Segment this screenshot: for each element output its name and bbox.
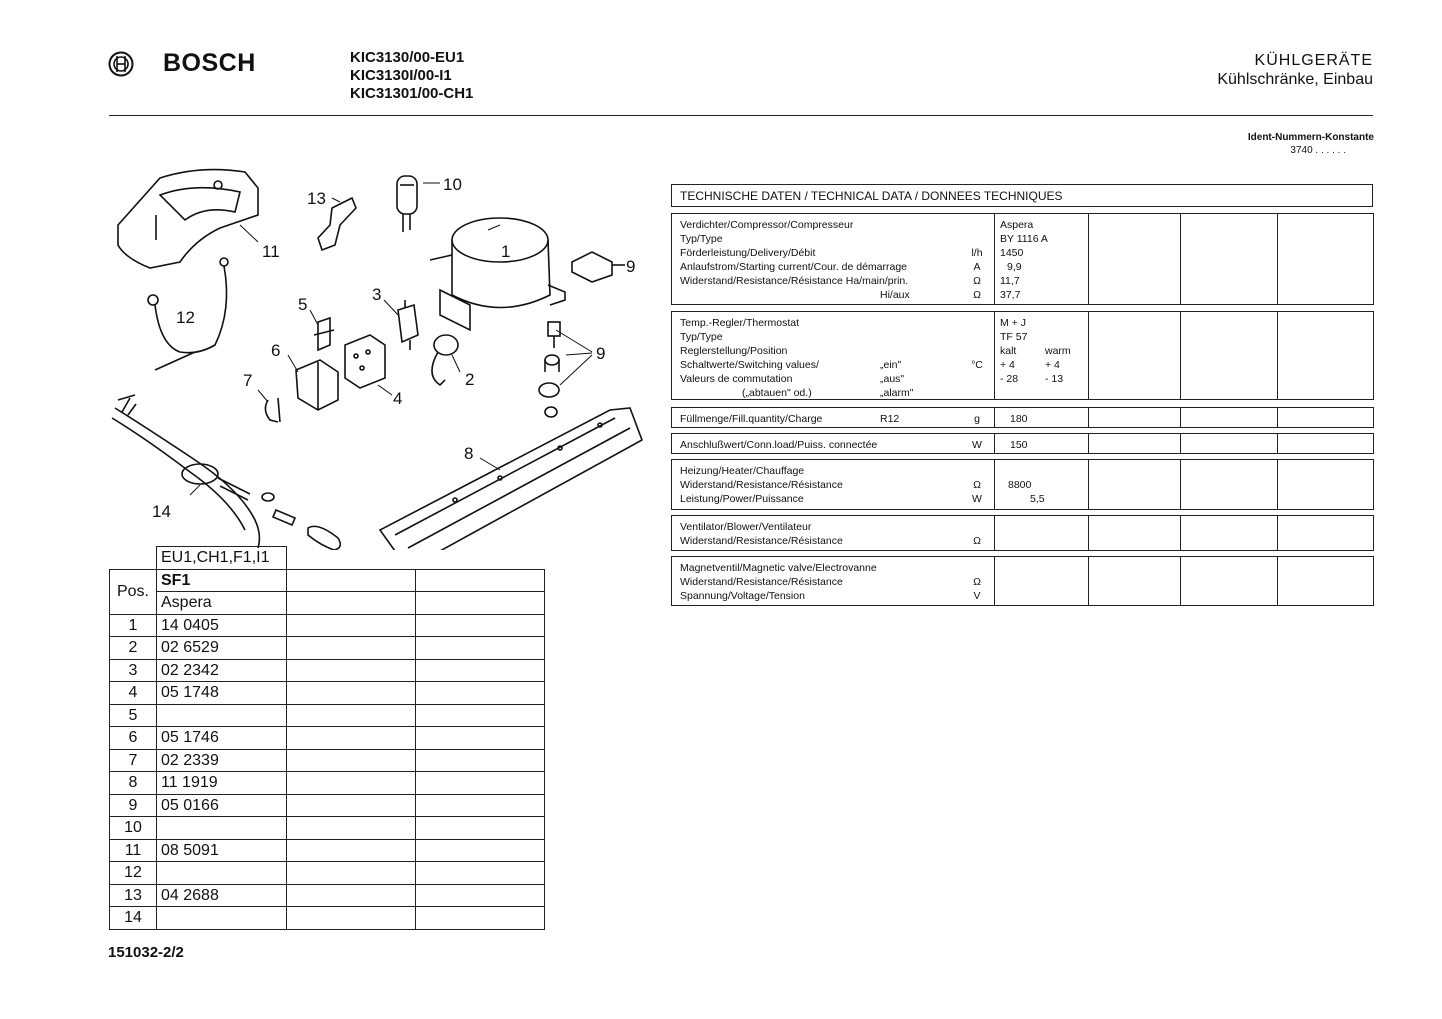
spec-value: warm <box>1045 345 1071 357</box>
spec-unit: Ω <box>973 576 981 588</box>
empty-cell <box>416 794 545 817</box>
empty-cell <box>416 772 545 795</box>
part-number: 11 1919 <box>157 772 287 795</box>
empty-cell <box>287 794 416 817</box>
empty-cell <box>416 907 545 930</box>
part-6-cover <box>296 360 338 410</box>
variant-header: EU1,CH1,F1,I1 <box>157 547 287 570</box>
part-14-wiring-harness <box>112 395 340 550</box>
bosch-logo-icon <box>108 51 134 77</box>
callout-label: 8 <box>464 444 474 463</box>
table-row <box>110 794 545 817</box>
part-4-overload-protector <box>345 335 385 388</box>
part-3-relay <box>398 300 418 350</box>
column-header: Aspera <box>157 592 287 615</box>
empty-cell <box>416 614 545 637</box>
part-position: 6 <box>110 727 157 750</box>
part-position: 1 <box>110 614 157 637</box>
callout-label: 9 <box>626 257 636 276</box>
table-row <box>110 682 545 705</box>
empty-cell <box>416 862 545 885</box>
spec-unit: °C <box>971 359 983 371</box>
callout-label: 10 <box>443 175 462 194</box>
table-row <box>110 884 545 907</box>
spec-unit: A <box>973 261 981 273</box>
empty-cell <box>287 772 416 795</box>
part-number: 05 1748 <box>157 682 287 705</box>
part-number: 05 0166 <box>157 794 287 817</box>
spec-label: Typ/Type <box>680 233 723 245</box>
spec-label: Reglerstellung/Position <box>680 345 788 357</box>
spec-label: Magnetventil/Magnetic valve/Electrovanne <box>680 562 877 574</box>
part-8-mounting-rail <box>380 408 642 550</box>
spec-unit <box>962 232 992 246</box>
category-subtitle: Kühlschränke, Einbau <box>1217 71 1373 88</box>
column-header: SF1 <box>157 569 287 592</box>
spec-label: Typ/Type <box>680 331 723 343</box>
callout-label: 13 <box>307 189 326 208</box>
model-number: KIC3130I/00-I1 <box>350 67 452 84</box>
part-position: 13 <box>110 884 157 907</box>
empty-cell <box>416 704 545 727</box>
callout-label: 6 <box>271 341 281 360</box>
pos-header: Pos. <box>110 569 157 614</box>
spec-label: Schaltwerte/Switching values/ „ein" <box>680 359 902 371</box>
spec-unit <box>962 464 992 478</box>
compressor-block <box>671 213 1374 305</box>
spec-value: 5,5 <box>1030 493 1045 505</box>
spec-unit: W <box>972 493 982 505</box>
table-row <box>110 727 545 750</box>
table-row <box>110 862 545 885</box>
spec-value: BY 1116 A <box>1000 233 1048 245</box>
part-number: 05 1746 <box>157 727 287 750</box>
part-position: 3 <box>110 659 157 682</box>
part-position: 10 <box>110 817 157 840</box>
model-number: KIC3130/00-EU1 <box>350 49 465 66</box>
part-position: 5 <box>110 704 157 727</box>
spec-value: + 4 <box>1000 359 1015 371</box>
callout-label: 4 <box>393 389 403 408</box>
heater-block <box>671 459 1374 510</box>
tech-data-title: TECHNISCHE DATEN / TECHNICAL DATA / DONNEES TECHNIQUES <box>671 184 1373 207</box>
empty-cell <box>287 727 416 750</box>
part-number <box>157 704 287 727</box>
part-position: 14 <box>110 907 157 930</box>
part-number: 04 2688 <box>157 884 287 907</box>
spec-unit: Ω <box>973 289 981 301</box>
model-number: KIC31301/00-CH1 <box>350 85 474 102</box>
spec-value: 1450 <box>1000 247 1024 259</box>
spec-value: 180 <box>1010 413 1028 425</box>
empty-cell <box>416 749 545 772</box>
part-number: 02 6529 <box>157 637 287 660</box>
spec-value: 8800 <box>1008 479 1032 491</box>
spec-label: Anschlußwert/Conn.load/Puiss. connectée <box>680 439 878 451</box>
spec-label: Widerstand/Resistance/Résistance <box>680 576 843 588</box>
spec-unit: l/h <box>971 247 983 259</box>
spec-label: Widerstand/Resistance/Résistance <box>680 535 843 547</box>
spec-unit: V <box>973 590 981 602</box>
spec-unit: Ω <box>973 535 981 547</box>
connected-load-block <box>671 433 1374 454</box>
callout-label: 1 <box>501 242 511 261</box>
magnetic-valve-block <box>671 556 1374 606</box>
part-9-screw-set <box>539 322 560 417</box>
table-row <box>110 817 545 840</box>
spec-label: („abtauen" od.) „alarm" <box>742 387 914 399</box>
empty-cell <box>287 839 416 862</box>
empty-cell <box>287 749 416 772</box>
spec-value: 150 <box>1010 439 1028 451</box>
spec-unit: Ω <box>973 479 981 491</box>
spec-label: Förderleistung/Delivery/Débit <box>680 247 816 259</box>
document-number: 151032-2/2 <box>108 944 184 961</box>
empty-cell <box>287 817 416 840</box>
part-number <box>157 817 287 840</box>
spec-value: - 28 <box>1000 373 1019 385</box>
spec-unit <box>962 561 992 575</box>
ident-block <box>1248 131 1374 157</box>
category-block <box>1217 51 1373 89</box>
empty-cell <box>287 637 416 660</box>
refrigerant-type: R12 <box>880 413 900 425</box>
spec-value: - 13 <box>1045 373 1064 385</box>
ident-value: 3740 . . . . . . <box>1290 145 1346 156</box>
model-list <box>350 49 473 103</box>
spec-label: Heizung/Heater/Chauffage <box>680 465 805 477</box>
table-row <box>110 614 545 637</box>
table-row <box>110 749 545 772</box>
spec-unit <box>962 520 992 534</box>
table-row <box>110 907 545 930</box>
part-position: 11 <box>110 839 157 862</box>
callout-label: 14 <box>152 502 171 521</box>
empty-cell <box>287 659 416 682</box>
spec-label: Füllmenge/Fill.quantity/Charge <box>680 413 823 425</box>
empty-cell <box>287 682 416 705</box>
part-position: 4 <box>110 682 157 705</box>
table-row <box>110 839 545 862</box>
empty-cell <box>416 659 545 682</box>
part-number: 02 2342 <box>157 659 287 682</box>
part-number: 02 2339 <box>157 749 287 772</box>
empty-cell <box>287 907 416 930</box>
part-position: 12 <box>110 862 157 885</box>
blower-block <box>671 515 1374 551</box>
spec-label: Widerstand/Resistance/Résistance Ha/main/prin. <box>680 275 909 287</box>
table-row <box>110 659 545 682</box>
spec-value: 11,7 <box>1000 275 1020 287</box>
part-9-grommet <box>572 252 625 282</box>
category-title: KÜHLGERÄTE <box>1254 52 1373 69</box>
ident-label: Ident-Nummern-Konstante <box>1247 132 1374 143</box>
header-row <box>110 569 545 592</box>
spec-value: Aspera <box>1000 219 1034 231</box>
empty-cell <box>416 884 545 907</box>
part-position: 9 <box>110 794 157 817</box>
empty-cell <box>416 682 545 705</box>
part-number: 14 0405 <box>157 614 287 637</box>
spec-unit: g <box>974 413 980 425</box>
part-position: 8 <box>110 772 157 795</box>
exploded-parts-drawing <box>100 160 660 550</box>
spec-value: kalt <box>1000 345 1017 357</box>
empty-cell <box>416 637 545 660</box>
part-11-drip-tray <box>118 170 258 268</box>
spec-unit <box>962 218 992 232</box>
callout-label: 3 <box>372 285 382 304</box>
spec-label: Widerstand/Resistance/Résistance <box>680 479 843 491</box>
header-row <box>110 592 545 615</box>
callout-label: 5 <box>298 295 308 314</box>
empty-cell <box>287 884 416 907</box>
table-row <box>110 772 545 795</box>
part-1-compressor <box>430 218 565 330</box>
callout-label: 7 <box>243 371 253 390</box>
empty-cell <box>287 614 416 637</box>
spec-label: Leistung/Power/Puissance <box>680 493 804 505</box>
spec-value: + 4 <box>1045 359 1060 371</box>
spec-label: Verdichter/Compressor/Compresseur <box>680 219 854 231</box>
empty-cell <box>416 817 545 840</box>
thermostat-block <box>671 311 1374 400</box>
part-10-capacitor <box>397 176 417 232</box>
spec-label: Temp.-Regler/Thermostat <box>680 317 800 329</box>
spec-value <box>1000 464 1090 478</box>
callout-label: 12 <box>176 308 195 327</box>
fill-quantity-block <box>671 407 1374 428</box>
callout-label: 9 <box>596 344 606 363</box>
empty-cell <box>287 704 416 727</box>
part-position: 2 <box>110 637 157 660</box>
table-row <box>110 637 545 660</box>
part-number <box>157 862 287 885</box>
callout-label: 11 <box>262 242 280 261</box>
spec-unit: Ω <box>973 275 981 287</box>
spec-unit: W <box>972 439 982 451</box>
spec-label: Spannung/Voltage/Tension <box>680 590 805 602</box>
table-row <box>110 704 545 727</box>
callout-label: 2 <box>465 370 475 389</box>
spec-value: M + J <box>1000 317 1026 329</box>
spec-value: TF 57 <box>1000 331 1028 343</box>
spec-label: Hi/aux <box>880 289 910 301</box>
header-divider <box>109 115 1373 116</box>
spec-label: Ventilator/Blower/Ventilateur <box>680 521 812 533</box>
empty-cell <box>416 727 545 750</box>
spec-value: 37,7 <box>1000 289 1021 301</box>
brand-name: BOSCH <box>163 49 256 77</box>
spec-value: 9,9 <box>1007 261 1022 273</box>
part-number <box>157 907 287 930</box>
spec-label: Valeurs de commutation „aus" <box>680 373 905 385</box>
part-number: 08 5091 <box>157 839 287 862</box>
spec-label: Anlaufstrom/Starting current/Cour. de démarrage <box>680 261 908 273</box>
empty-cell <box>416 839 545 862</box>
empty-cell <box>287 862 416 885</box>
part-position: 7 <box>110 749 157 772</box>
parts-table <box>109 546 545 930</box>
variant-header-row <box>110 547 545 570</box>
